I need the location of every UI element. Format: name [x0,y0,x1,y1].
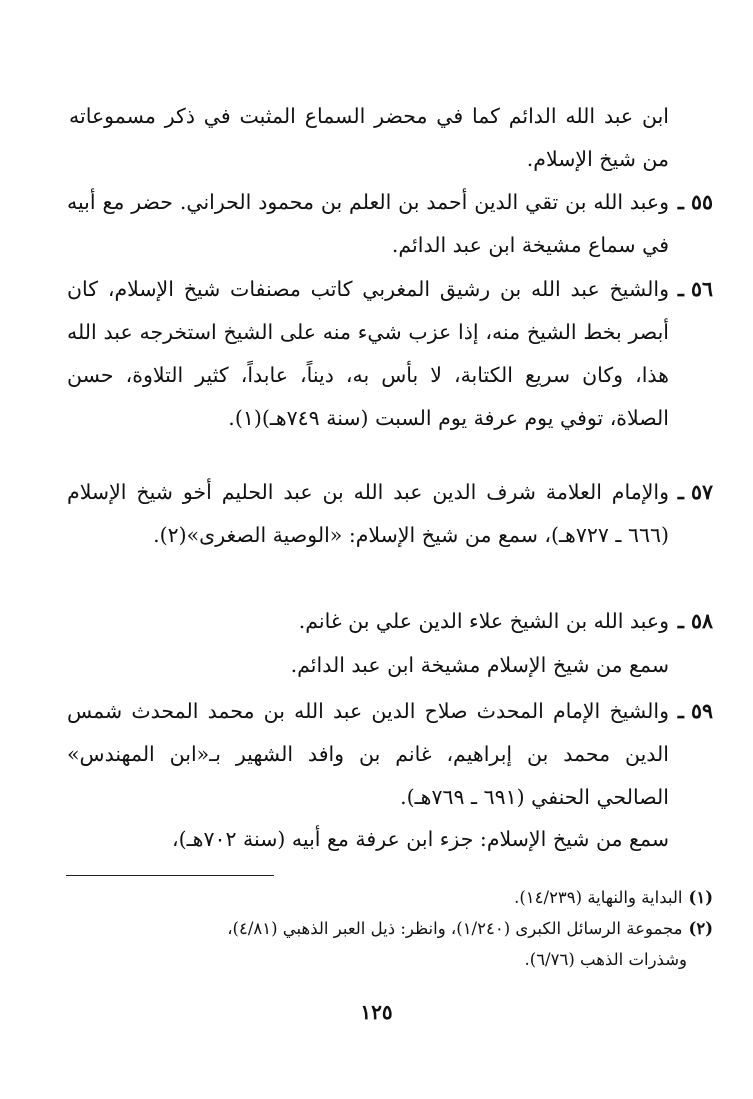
entry-number: ٥٧ ـ [677,480,713,504]
entry-56 [67,268,713,440]
entry-55 [67,181,713,267]
body-paragraph: ابن عبد الله الدائم كما في محضر السماع المثبت في ذكر مسموعاته من شيخ الإسلام. [69,104,669,171]
entry-number: ٥٥ ـ [677,190,713,214]
footnote-text: مجموعة الرسائل الكبرى (١/٢٤٠)، وانظر: ذيل العبر الذهبي (٤/٨١)، [227,919,683,938]
footnote-divider [66,875,274,876]
entry-number: ٥٩ ـ [677,699,713,723]
entry-58 [67,600,713,643]
entry-text: والشيخ عبد الله بن رشيق المغربي كاتب مصنفات شيخ الإسلام، كان أبصر بخط الشيخ منه، إذا عزب شيء منه على الشيخ استخرجه عبد الله هذا، وكان سريع الكتابة، لا بأس به، ديناً، عابداً، كثير التلاوة، حسن الصلاة، توفي يوم عرفة يوم السبت (سنة ٧٤٩هـ)(١). [67,277,669,430]
footnote-1 [67,882,713,913]
entry-59-continuation: سمع من شيخ الإسلام: جزء ابن عرفة مع أبيه (سنة ٧٠٢هـ)، [172,827,669,851]
footnote-marker: (٢) [688,919,713,938]
page-number: ١٢٥ [360,1000,393,1024]
entry-58-continuation: سمع من شيخ الإسلام مشيخة ابن عبد الدائم. [290,653,669,677]
footnote-marker: (١) [688,888,713,907]
footnote-2 [67,913,713,975]
entry-text: وعبد الله بن تقي الدين أحمد بن العلم بن محمود الحراني. حضر مع أبيه في سماع مشيخة ابن عبد الدائم. [67,190,669,257]
entry-number: ٥٨ ـ [677,609,713,633]
entry-text: وعبد الله بن الشيخ علاء الدين علي بن غانم. [298,609,669,633]
entry-text: والشيخ الإمام المحدث صلاح الدين عبد الله بن محمد المحدث شمس الدين محمد بن إبراهيم، غانم بن وافد الشهير بـ«ابن المهندس» الصالحي الحنفي (٦٩١ ـ ٧٦٩هـ). [67,699,669,809]
footnote-continuation: وشذرات الذهب (٦/٧٦). [524,950,687,969]
entry-text: والإمام العلامة شرف الدين عبد الله بن عبد الحليم أخو شيخ الإسلام (٦٦٦ ـ ٧٢٧هـ)، سمع من شيخ الإسلام: «الوصية الصغرى»(٢). [67,480,669,547]
entry-57 [67,471,713,557]
footnote-text: البداية والنهاية (١٤/٢٣٩). [514,888,683,907]
entry-59 [67,690,713,819]
entry-number: ٥٦ ـ [677,277,713,301]
